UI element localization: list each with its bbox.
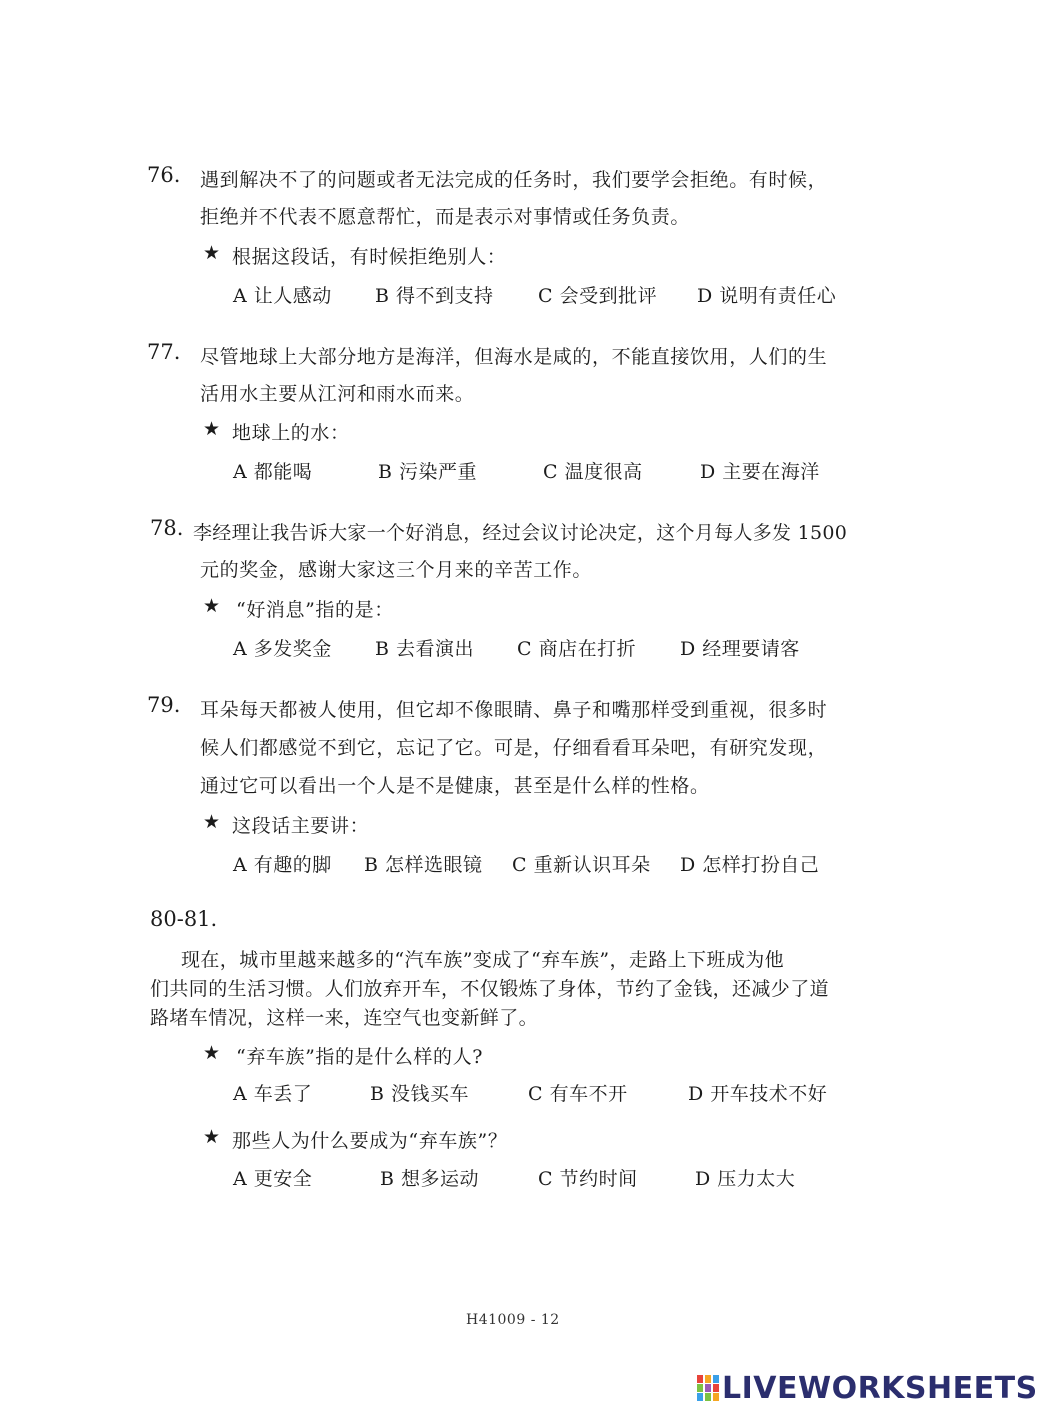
question-77-option-d[interactable]: D 主要在海洋 [700, 461, 820, 483]
question-78-prompt: “好消息”指的是： [236, 599, 394, 621]
question-77-option-b[interactable]: B 污染严重 [378, 461, 478, 483]
question-78-option-b[interactable]: B 去看演出 [375, 638, 475, 660]
question-78-text-line-1: 李经理让我告诉大家一个好消息，经过会议讨论决定，这个月每人多发 1500 [193, 522, 848, 544]
question-76-option-a[interactable]: A 让人感动 [233, 285, 332, 307]
question-80-option-b[interactable]: B 没钱买车 [370, 1083, 470, 1105]
question-79-option-c[interactable]: C 重新认识耳朵 [512, 854, 651, 876]
question-81-prompt: 那些人为什么要成为“弃车族”？ [232, 1130, 508, 1152]
question-81-option-c[interactable]: C 节约时间 [538, 1168, 638, 1190]
question-76-option-b[interactable]: B 得不到支持 [375, 285, 494, 307]
question-77-option-a[interactable]: A 都能喝 [233, 461, 313, 483]
question-79-text-line-1: 耳朵每天都被人使用，但它却不像眼睛、鼻子和嘴那样受到重视，很多时 [200, 699, 828, 721]
question-78-option-c[interactable]: C 商店在打折 [517, 638, 637, 660]
question-76-number: 76. [147, 163, 181, 187]
star-icon: ★ [203, 242, 221, 264]
star-icon: ★ [203, 595, 221, 617]
question-76-option-c[interactable]: C 会受到批评 [538, 285, 658, 307]
question-76-text-line-1: 遇到解决不了的问题或者无法完成的任务时，我们要学会拒绝。有时候， [200, 169, 828, 191]
question-77-text-line-2: 活用水主要从江河和雨水而来。 [200, 383, 475, 405]
question-78-option-d[interactable]: D 经理要请客 [680, 638, 800, 660]
question-80-option-a[interactable]: A 车丢了 [233, 1083, 313, 1105]
question-79-number: 79. [147, 693, 181, 717]
star-icon: ★ [203, 418, 221, 440]
question-79-option-a[interactable]: A 有趣的脚 [233, 854, 332, 876]
question-78-text-line-2: 元的奖金，感谢大家这三个月来的辛苦工作。 [200, 559, 593, 581]
brand-logo-icon [697, 1375, 719, 1405]
question-77-prompt: 地球上的水： [232, 422, 350, 444]
passage-line-1: 现在，城市里越来越多的“汽车族”变成了“弃车族”，走路上下班成为他 [181, 949, 785, 971]
question-79-text-line-2: 候人们都感觉不到它，忘记了它。可是，仔细看看耳朵吧，有研究发现， [200, 737, 828, 759]
passage-line-2: 们共同的生活习惯。人们放弃开车，不仅锻炼了身体，节约了金钱，还减少了道 [150, 978, 830, 1000]
question-80-prompt: “弃车族”指的是什么样的人? [236, 1046, 484, 1068]
question-78-number: 78. [150, 516, 184, 540]
page-code: H41009 - 12 [466, 1312, 560, 1328]
passage-line-3: 路堵车情况，这样一来，连空气也变新鲜了。 [150, 1007, 539, 1029]
question-81-option-b[interactable]: B 想多运动 [380, 1168, 480, 1190]
question-79-option-b[interactable]: B 怎样选眼镜 [364, 854, 483, 876]
question-79-option-d[interactable]: D 怎样打扮自己 [680, 854, 820, 876]
question-80-option-c[interactable]: C 有车不开 [528, 1083, 628, 1105]
brand-logo-text[interactable]: LIVEWORKSHEETS [722, 1371, 1038, 1406]
question-77-text-line-1: 尽管地球上大部分地方是海洋，但海水是咸的，不能直接饮用，人们的生 [200, 346, 828, 368]
question-81-option-a[interactable]: A 更安全 [233, 1168, 313, 1190]
star-icon: ★ [203, 1126, 221, 1148]
question-76-prompt: 根据这段话，有时候拒绝别人： [232, 246, 507, 268]
question-78-option-a[interactable]: A 多发奖金 [233, 638, 332, 660]
star-icon: ★ [203, 1042, 221, 1064]
question-77-number: 77. [147, 340, 181, 364]
question-79-prompt: 这段话主要讲： [232, 815, 370, 837]
question-76-option-d[interactable]: D 说明有责任心 [697, 285, 837, 307]
question-80-81-number: 80-81. [150, 907, 218, 931]
star-icon: ★ [203, 811, 221, 833]
question-76-text-line-2: 拒绝并不代表不愿意帮忙，而是表示对事情或任务负责。 [200, 206, 691, 228]
question-80-option-d[interactable]: D 开车技术不好 [688, 1083, 828, 1105]
question-77-option-c[interactable]: C 温度很高 [543, 461, 643, 483]
question-79-text-line-3: 通过它可以看出一个人是不是健康，甚至是什么样的性格。 [200, 775, 710, 797]
question-81-option-d[interactable]: D 压力太大 [695, 1168, 796, 1190]
